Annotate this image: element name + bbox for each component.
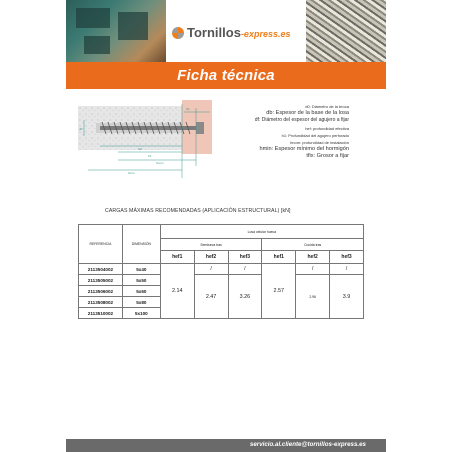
load-table [78,224,364,319]
ref-cell: 2113505002 [79,275,123,286]
ref-cell: 2113504002 [79,264,123,275]
screw-head [196,122,204,134]
value-cell: 2.47 [194,275,228,319]
ref-cell: 2113508002 [79,297,123,308]
brand-accent: -express.es [240,29,291,39]
screws-photo [306,0,386,62]
legend-line: h1: Profundidad del agujero perforado [281,132,349,138]
slash-cell: / [296,264,330,275]
dim-cell: 5x40 [122,264,160,275]
value-cell: 3.26 [228,275,262,319]
svg-text:d0: d0 [79,127,83,131]
page-title: Ficha técnica [177,67,275,84]
dim-header: DIMENSIÓN [122,225,160,264]
svg-text:hmin: hmin [128,171,135,175]
slash-cell: / [330,264,364,275]
svg-text:hnom: hnom [156,161,164,165]
legend-line: d0: Diámetro de la broca [305,104,349,109]
dim-cell: 5x60 [122,286,160,297]
anchor-diagram [78,100,228,182]
col-header: hef3 [330,251,364,264]
col-header: hef2 [194,251,228,264]
table-row [79,275,364,286]
logo-icon [172,27,184,39]
value-cell: 2.14 [160,264,194,319]
dim-cell: 5x50 [122,275,160,286]
brand-name [187,25,290,40]
svg-text:h1: h1 [148,154,152,158]
value-cell: 2.57 [262,264,296,319]
col-header: hef1 [160,251,194,264]
value-cell: 3.9 [330,275,364,319]
ref-cell: 2113506002 [79,286,123,297]
col-header: hef2 [296,251,330,264]
legend-line: hmin: Espesor mínimo del hormigón [259,146,349,153]
slash-cell: / [194,264,228,275]
ref-header: REFERENCIA [79,225,123,264]
legend-line: db: Espesor de la base de la losa [266,110,349,117]
diagram-legend [234,103,349,161]
logo [166,0,306,62]
slash-cell: / [228,264,262,275]
legend-line: tfix: Grosor a fijar [306,153,349,160]
footer-email[interactable]: servicio.al.cliente@tornillos-express.es [249,441,366,448]
col-header: hef1 [262,251,296,264]
dim-cell: 5x80 [122,297,160,308]
col-header: hef3 [228,251,262,264]
table-title: CARGAS MÁXIMAS RECOMENDADAS (APLICACIÓN ESTRUCTURAL) [kN] [105,208,291,214]
legend-line: df: Diámetro del espesor del agujero a fijar [254,117,349,124]
dim-cell: 5x100 [122,308,160,319]
legend-line: hnom: profundidad de instalación [290,140,349,146]
group-header: Losa celular hueca [160,225,363,239]
ref-cell: 2113510002 [79,308,123,319]
svg-text:tfix: tfix [186,107,190,111]
brand-main: Tornillos [187,25,241,40]
svg-text:hef: hef [138,147,143,151]
header-banner [66,0,386,62]
table-row [79,264,364,275]
value-cell: 2.96 [296,275,330,319]
subgroup-b: Cocida tras [262,239,364,251]
footer-bar [66,439,386,452]
tools-photo [66,0,166,62]
subgroup-a: Semiseca tras [160,239,262,251]
legend-line: hef: profundidad efectiva [305,125,349,131]
title-bar [66,62,386,89]
